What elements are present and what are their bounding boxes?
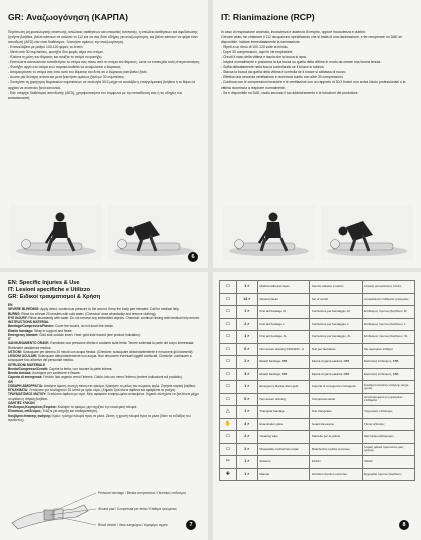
injury-paragraph	[8, 392, 201, 401]
item-name-en: Elastic bandage, FBB	[258, 356, 310, 369]
injury-text	[8, 303, 201, 422]
item-icon: ▭	[220, 368, 237, 381]
item-quantity: 1 ×	[236, 468, 257, 481]
injury-description: Gold side outside insert. Heat: gold side inward (see product indication).	[39, 332, 141, 337]
injury-paragraph	[8, 354, 201, 363]
item-name-it: Confezione per bendaggio, M	[310, 306, 362, 319]
injury-description: Sciacquare per almeno 20 minuti con acqua fredda. (Chimiche: sciacquare abbondantemente e rimuovere gli indumenti).	[22, 349, 194, 354]
injury-caption: SEVERE BLEEDING:	[8, 307, 41, 312]
text-line: - Stacca la bocca da quella della vittima e controlla se il torace si abbassa di nuovo.	[221, 70, 347, 75]
item-name-en: Non-woven dressing	[258, 393, 310, 406]
item-icon: ▭	[220, 343, 237, 356]
injury-caption: ISTRUZIONI MATERIALE	[8, 362, 46, 367]
panel-it-cpr	[213, 0, 421, 268]
item-name-gr: Ελαστικός επίδεσμος, FBB	[362, 356, 414, 369]
injury-caption: Coperta di emergenza:	[8, 375, 44, 380]
text-line: - Συνεχίστε τη χορήγηση θωρακικών συμπιέσεων σε αναλογία 30:2 μέχρι να αναλάβει η επαγγελματική βοήθεια ή το θύμα να αρχίσει να αναπνέει ξανά κανονικά.	[8, 80, 196, 90]
injury-description: Freddo: lato argento verso l'interno. Caldo: lato oro verso l'interno (vedere indicazioni sul prodotto).	[43, 375, 183, 380]
item-name-gr: Αυτοκόλλητα επιθέματα τραύματος	[362, 293, 414, 306]
injury-description: Τυλίξτε για στήριξη και σταθεροποίηση.	[42, 409, 98, 414]
svg-text:Pressure bandage / Benda compr: Pressure bandage / Benda compressiva / Πιεστικός επίδεσμος	[98, 491, 187, 495]
injury-description: Rinse abundantly with water. Do not remove any embedded objects. Chemical: continue rinsing until medical help arrives.	[28, 315, 200, 320]
item-name-gr: Γάντια εξέτασης	[362, 418, 414, 431]
injury-description: Coprire la ferita, non toccare la parte interna.	[49, 366, 113, 371]
pressure-bandage-icon	[4, 485, 204, 533]
item-name-it: Confezione per bendaggio, L	[310, 318, 362, 331]
item-name-en: Cleaning wipe	[258, 431, 310, 444]
item-name-it: Fascia di garza elastica, FBB	[310, 356, 362, 369]
table-row	[220, 281, 415, 294]
item-quantity: 2 ×	[236, 318, 257, 331]
panel-gr-cpr	[0, 0, 208, 268]
item-quantity: 3 ×	[236, 368, 257, 381]
injury-caption: ΟΔΗΓΙΕΣ ΥΛΙΚΩΝ	[8, 400, 35, 405]
injury-caption: IT	[8, 337, 11, 341]
item-name-en: Examination glove	[258, 418, 310, 431]
panel-text-it	[221, 30, 414, 96]
text-line: - Εκπνεύστε κανονικά και τοποθετήστε το στόμα σας πάνω από το στόμα του θύματος, ώστε να επιτευχθεί καλή στεγανοποίηση.	[8, 60, 201, 65]
item-name-en: Triangular bandage	[258, 406, 310, 419]
item-name-gr: Αποστειρωμένα μη υφασμένα επιθέματα	[362, 393, 414, 406]
cpr-illustration	[223, 205, 413, 260]
item-quantity: 2 ×	[236, 443, 257, 456]
injury-paragraph	[8, 414, 201, 423]
text-line: - Dopo 30 compressioni, rapri le vie respiratorie.	[221, 50, 294, 55]
item-name-gr: Ψαλίδι	[362, 456, 414, 469]
cpr-figure-icon	[223, 205, 413, 260]
item-quantity: 1 ×	[236, 456, 257, 469]
item-name-gr: Εγχειρίδιο πρώτων βοηθειών	[362, 468, 414, 481]
item-icon: ▭	[220, 356, 237, 369]
table-row	[220, 381, 415, 394]
injury-caption: ΤΡΑΥΜΑΤΙΣΜΟΣ ΜΑΤΙΟΥ:	[8, 392, 48, 397]
text-line: - Φυσήξτε αργά στο στόμα ενώ παρακολουθείτε να ανυψώνεται ο θώρακας.	[8, 65, 122, 70]
table-row	[220, 293, 415, 306]
injury-description: Καλύψτε το τραύμα, μην αγγίζετε την εσωτερική πλευρά.	[57, 405, 138, 409]
text-line: - Δώστε μία δεύτερη ανάσα και μετά ξεκινήστε αμέσως ξανά με 30 συμπιέσεις.	[8, 75, 125, 80]
item-name-gr: Ιατρικές αυτοκόλλητες ταινίες	[362, 281, 414, 294]
item-quantity: 4 ×	[236, 418, 257, 431]
table-row	[220, 356, 415, 369]
item-name-gr: Τριγωνικός επίδεσμος	[362, 406, 414, 419]
table-row	[220, 406, 415, 419]
item-name-it: Telo triangolare	[310, 406, 362, 419]
item-icon: ▭	[220, 443, 237, 456]
text-line: - Continua con le compressioni toraciche e le ventilazioni con un rapporto di 30:2 finché non arriva l'aiuto professionale o la vittima ricomincia a respirare normalmente.	[221, 80, 406, 90]
panel-specific-injuries	[0, 272, 208, 540]
injury-caption: Emergency blanket:	[8, 332, 40, 337]
item-quantity: 1 ×	[236, 281, 257, 294]
item-name-en: Medical adhesive tapes	[258, 281, 310, 294]
heading-en: EN: Specific Injuries & Use	[8, 280, 80, 286]
item-icon: ▭	[220, 281, 237, 294]
text-line: - Μετά από 30 συμπιέσεις, φυσήξτε δύο φορές αέρα στο στόμα.	[8, 50, 104, 55]
injury-description: Rinse for at least 20 minutes with cold water. (Chemical: rinse abundantly and remove clothing).	[21, 311, 157, 316]
item-name-gr: Μαντηλάκι καθαρισμού	[362, 431, 414, 444]
item-icon: ▭	[220, 381, 237, 394]
injury-description: Cover the wound, do not touch the inside.	[54, 324, 114, 329]
injury-caption: Bandage/Compresses/Plaster:	[8, 324, 55, 329]
item-name-en: Manual	[258, 468, 310, 481]
item-icon: ✂	[220, 456, 237, 469]
item-quantity: 6 ×	[236, 343, 257, 356]
item-name-it: Cerotto adesivo a nastro	[310, 281, 362, 294]
injury-description: Κρύο: η ασημί πλευρά προς τα μέσα. Ζέστη: η χρυσή πλευρά προς τα μέσα (δείτε τις ενδείξεις του προϊόντος).	[8, 413, 191, 422]
item-name-it: Coperta di emergenza oro/argento	[310, 381, 362, 394]
text-line: - Κλείστε τη μύτη του θύματος και ανοίξτε το στόμα να φυσήξει.	[8, 55, 103, 60]
item-icon: ▭	[220, 293, 237, 306]
svg-text:Wound pad / Compressa per feri: Wound pad / Compressa per ferita / Επίθεμα τραύματος	[98, 507, 177, 511]
injury-caption: Κουβέρτα έκτακτης ανάγκης:	[8, 413, 53, 418]
injury-description: Ξεπλύνετε για τουλάχιστον 20 λεπτά με κρύο νερό. (Χημικά: ξεπλύνετε άφθονα και αφαιρέστε τα ρούχα).	[29, 388, 176, 392]
table-row	[220, 331, 415, 344]
item-name-gr: Κουβέρτα έκτακτης ανάγκης ασημί-χρυσή	[362, 381, 414, 394]
injury-caption: SANGUINAMENTO GRAVE:	[8, 341, 51, 346]
heading-gr: GR: Ειδικοί τραυματισμοί & Χρήση	[8, 294, 101, 300]
page-number: 6	[188, 252, 198, 262]
injury-caption: ΕΓΚΑΥΜΑΤΑ:	[8, 388, 30, 392]
table-row	[220, 468, 415, 481]
text-line: In caso di respirazione anomala, incoscienza e assenza di respiro, oppure incoscienza e dubbio:	[221, 30, 366, 34]
item-quantity: 1 ×	[236, 406, 257, 419]
item-name-gr: Μη υφασμένο επίθεμα	[362, 343, 414, 356]
item-name-en: Emergency blanket silver-gold	[258, 381, 310, 394]
text-line: - Chiudi il naso della vittima e lascia che la bocca si apra.	[221, 55, 307, 60]
text-line: - Effettua una seconda ventilazione e ricomincia subito con altre 30 compressioni.	[221, 75, 344, 80]
panel-title-gr: GR: Αναζωογόνηση (ΚΑΡΠΑ)	[8, 12, 128, 22]
table-row	[220, 306, 415, 319]
table-row	[220, 393, 415, 406]
injury-caption: EYE INJURY:	[8, 315, 29, 320]
table-row	[220, 443, 415, 456]
table-row	[220, 343, 415, 356]
item-name-en: Disposable medical face mask	[258, 443, 310, 456]
text-line: - Απομακρύνετε το στόμα σας από αυτό του θύματος και δείτε αν ο θώρακας κατεβαίνει ξανά.	[8, 70, 148, 75]
table-row	[220, 368, 415, 381]
panel-title-it: IT: Rianimazione (RCP)	[221, 12, 315, 22]
injury-caption: Επίδεσμος/Κομπρέσες/Τσιρότο:	[8, 405, 58, 409]
item-name-it: Istruzioni di primo soccorso	[310, 468, 362, 481]
cpr-figure-icon	[10, 205, 200, 260]
item-name-it: Fascia di garza elastica, FBB	[310, 368, 362, 381]
injury-caption: ΣΟΒΑΡΗ ΑΙΜΟΡΡΑΓΙΑ:	[8, 383, 44, 388]
injury-description: Esercitare una pressione diretta e costante sulla ferita. Tenere sollevata la parte del corpo interessata. Richiedere assistenza medica.	[8, 341, 195, 350]
svg-text:Blood vessel / Vaso sanguigno: Blood vessel / Vaso sanguigno / Αιμοφόρο αγγείο	[98, 523, 168, 527]
item-quantity: 2 ×	[236, 431, 257, 444]
item-name-it: Set di cerotti	[310, 293, 362, 306]
item-quantity: 1 ×	[236, 306, 257, 319]
injury-description: Wrap to support and fixate.	[34, 328, 73, 333]
item-name-en: First aid bandage, XL	[258, 331, 310, 344]
text-line: - Se è disponibile un DAE, usalo secondo il tuo addestramento e le istruzioni del produttore.	[221, 90, 359, 95]
injury-caption: INSTRUCTIONS MATERIAL	[8, 320, 50, 324]
item-quantity: 14 ×	[236, 293, 257, 306]
text-line: - Inspira normalmente e posiziona la tua bocca su quella della vittima in modo da creare una buona tenuta.	[221, 60, 382, 65]
injury-description: Ασκήστε άμεση, συνεχή πίεση στο τραύμα. Κρατήστε το μέλος του σώματος ψηλά. Ζητήστε ιατρική βοήθεια.	[43, 383, 196, 388]
injury-caption: BURNS:	[8, 311, 22, 316]
item-name-gr: Επίδεσμος πρώτων βοηθειών, XL	[362, 331, 414, 344]
injury-caption: LESIONI OCULARI:	[8, 354, 39, 358]
text-line: - Ripeti a un ritmo di 100-120 volte al minuto.	[221, 45, 289, 50]
item-name-en: Wound plaster	[258, 293, 310, 306]
item-name-it: Forbici	[310, 456, 362, 469]
injury-description: Apply direct, continuous pressure to the wound. Keep the body part elevated. Call for medical help.	[40, 307, 180, 312]
injury-description: Sciacquare abbondantemente con acqua. Non rimuovere eventuali oggetti conficcati. Chimiche: continuare a sciacquare fino all'arrivo del personale medico.	[8, 354, 192, 363]
item-quantity: 6 ×	[236, 393, 257, 406]
table-row	[220, 318, 415, 331]
text-line: - Επαναλάβετε με ρυθμό 100-120 φορές το λεπτό.	[8, 45, 84, 50]
item-name-gr: Ιατρική μάσκα προσώπου μιας χρήσης	[362, 443, 414, 456]
item-name-it: Telo per facciature	[310, 343, 362, 356]
panel-kit-contents	[213, 272, 421, 540]
item-name-en: First aid bandage, M	[258, 306, 310, 319]
item-name-it: Salviette per la pulizia	[310, 431, 362, 444]
item-quantity: 1 ×	[236, 331, 257, 344]
text-line: Cercare aiuto, far chiamare il 112 da qualcuno specificando che si tratta di una rianimazione, e far recuperare un DAE se disponibile. Iniziare immediatamente la rianimazione.	[221, 35, 403, 45]
item-icon: ▭	[220, 318, 237, 331]
item-icon: ▭	[220, 393, 237, 406]
contents-table	[219, 280, 415, 481]
item-quantity: 1 ×	[236, 381, 257, 394]
injury-description: Avvolgere per sostenere e fissare.	[32, 371, 81, 375]
table-row	[220, 418, 415, 431]
item-name-en: Scissors	[258, 456, 310, 469]
injury-paragraph	[8, 375, 201, 379]
injury-caption: Benda elastica:	[8, 371, 33, 375]
text-line: - Soffia delicatamente nella bocca controllando se il torace si solleva.	[221, 65, 325, 70]
item-name-it: Confezione per bendaggio, XL	[310, 331, 362, 344]
text-line: - Εάν υπάρχει διαθέσιμος απινιδωτής (AED), χρησιμοποιήστε τον σύμφωνα με την εκπαίδευση σας ή τις οδηγίες του κατασκευαστή.	[8, 90, 183, 100]
injury-description: Ξεπλύνετε άφθονα με νερό. Μην αφαιρείτε ενσφηνωμένα αντικείμενα. Χημικά: συνεχίστε να ξεπλένετε μέχρι να φτάσει η ιατρική βοήθεια.	[8, 392, 199, 401]
heading-it: IT: Lesioni specifiche e Utilizzo	[8, 287, 91, 293]
item-icon: △	[220, 406, 237, 419]
item-icon: ▭	[220, 331, 237, 344]
item-quantity: 2 ×	[236, 356, 257, 369]
item-icon: ▭	[220, 431, 237, 444]
injury-illustration	[4, 485, 204, 533]
item-name-en: Elastic bandage, FBB	[258, 368, 310, 381]
cpr-illustration	[10, 205, 200, 260]
item-name-en: First aid bandage, L	[258, 318, 310, 331]
item-name-it: Mascherina medica monouso	[310, 443, 362, 456]
injury-caption: Ελαστικός επίδεσμος:	[8, 409, 43, 414]
injury-caption: USTIONI:	[8, 349, 23, 354]
page-number: 7	[186, 520, 196, 530]
injury-paragraph	[8, 341, 201, 350]
item-name-it: Guanti da esame	[310, 418, 362, 431]
item-name-gr: Ελαστικός επίδεσμος, FBB	[362, 368, 414, 381]
text-line: Περίπτωση μη φυσιολογικής αναπνοής, απώλειας αισθήσεων και απουσίας αναπνοής, η απώλεια αισθήσεων και αφυδάτωσης ζητήστε βοήθεια, βάλτε κάποιον να καλέσει το 112 και να σας δίνει οδηγίες για αναζωογόνηση, και βάλτε κάποιον να φέρει έναν απινιδωτή (AED) εάν είναι διαθέσιμος. Ξεκινήστε αμέσως την αναζωογόνηση.	[8, 30, 198, 45]
injury-caption: Benda/Compresse/Cerotti:	[8, 366, 50, 371]
item-name-gr: Επίδεσμος πρώτων βοηθειών, L	[362, 318, 414, 331]
injury-caption: GR	[8, 379, 13, 384]
injury-caption: Elastic bandage:	[8, 328, 35, 333]
panel-text-gr	[8, 30, 201, 101]
table-row	[220, 431, 415, 444]
injury-caption: EN	[8, 303, 13, 307]
item-name-en: Non-woven dressing DIN13152 - A	[258, 343, 310, 356]
item-name-gr: Επίδεσμος πρώτων βοηθειών, M	[362, 306, 414, 319]
item-icon: ✚	[220, 468, 237, 481]
item-name-it: Compressa sterile	[310, 393, 362, 406]
table-row	[220, 456, 415, 469]
item-icon: ▭	[220, 306, 237, 319]
page-number: 8	[399, 520, 409, 530]
item-icon: ✋	[220, 418, 237, 431]
